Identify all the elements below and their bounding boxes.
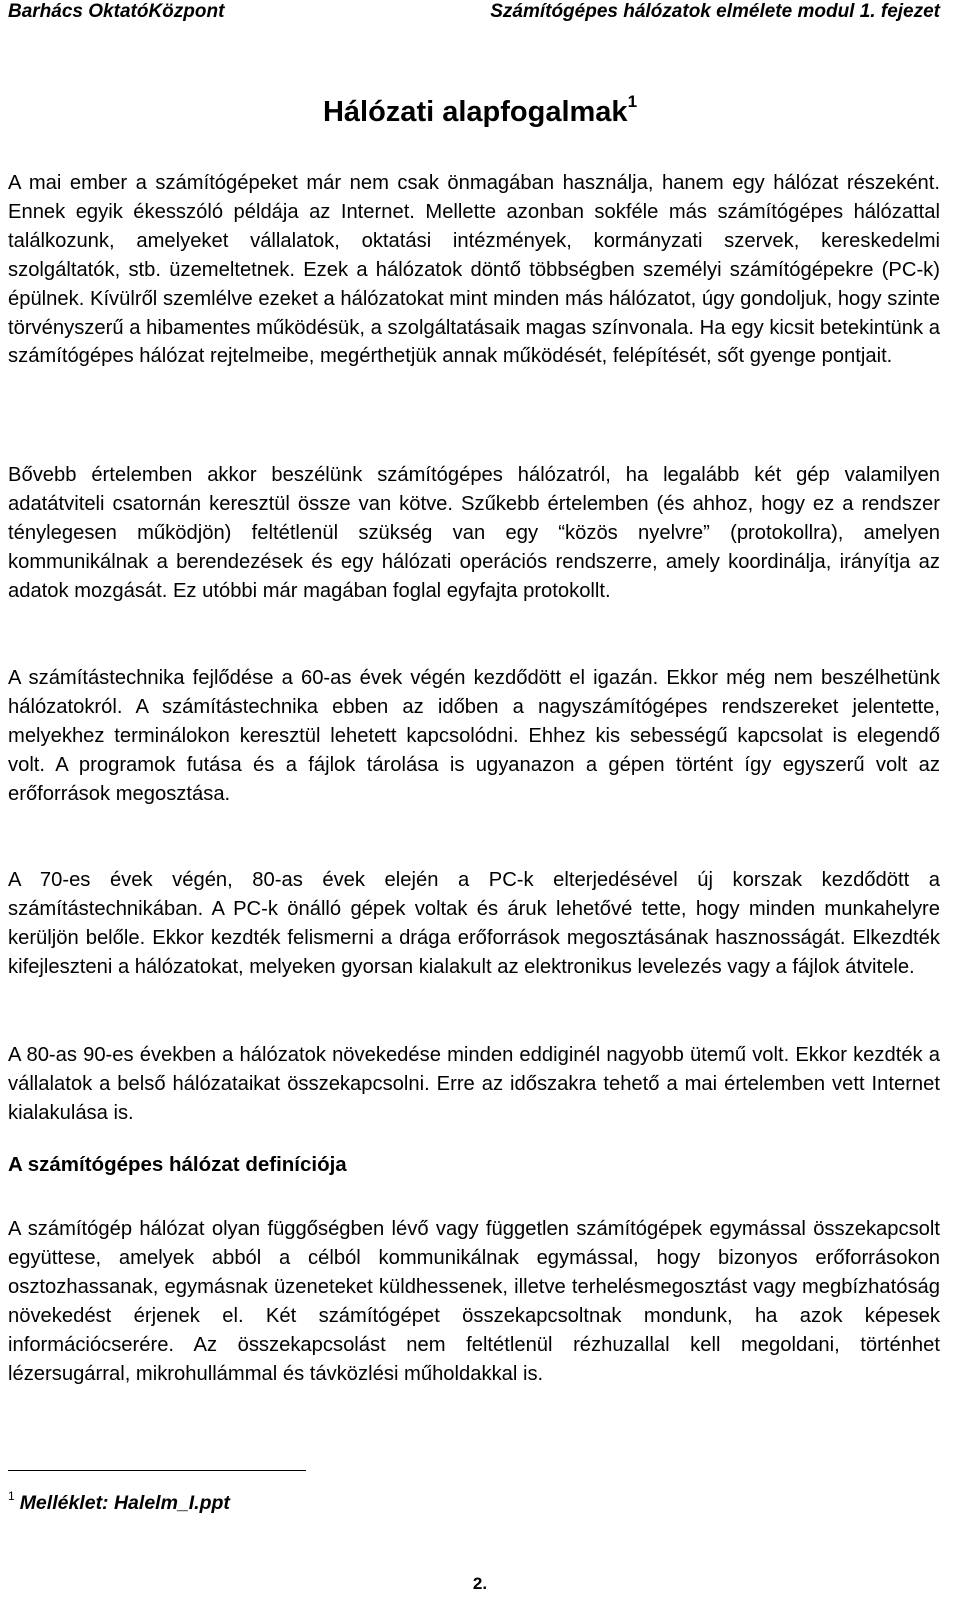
paragraph-history-70s-80s: [8, 866, 940, 982]
header-course-title: Számítógépes hálózatok elmélete modul 1. fejezet: [490, 1, 940, 22]
paragraph-text: A számítógép hálózat olyan függőségben lévő vagy független számítógépek egymással összekapcsolt együttese, amelyek abból a célból kommunikálnak egymással, hogy bizonyos erőforrásokon osztozhassanak, egymásnak üzeneteket küldhessenek, illetve terhelésmegosztást vagy megbízhatóság növekedést érjenek el. Két számítógépet összekapcsoltnak mondunk, ha azok képesek információcserére. Az összekapcsolást nem feltétlenül rézhuzallal kell megoldani, történhet lézersugárral, mikrohullámmal és távközlési műholdakkal is.: [8, 1218, 940, 1385]
footnote-text: Melléklet: Halelm_I.ppt: [19, 1492, 230, 1514]
section-heading: A számítógépes hálózat definíciója: [8, 1153, 347, 1176]
paragraph-network-meaning: [8, 461, 940, 606]
footnote-number: 1: [8, 1489, 15, 1503]
page-title: [0, 92, 960, 132]
header-organization: Barhács OktatóKözpont: [8, 1, 225, 22]
paragraph-text: A 80-as 90-es években a hálózatok növekedése minden eddiginél nagyobb ütemű volt. Ekkor kezdték a vállalatok a belső hálózataikat összekapcsolni. Erre az időszakra tehető a mai értelemben vett Internet kialakulása is.: [8, 1044, 940, 1124]
page-title-text: Hálózati alapfogalmak: [322, 96, 628, 128]
title-footnote-ref[interactable]: 1: [627, 92, 638, 111]
paragraph-text: A 70-es évek végén, 80-as évek elején a PC-k elterjedésével új korszak kezdődött a számítástechnikában. A PC-k önálló gépek voltak és áruk lehetővé tette, hogy minden munkahelyre kerüljön belőle. Ekkor kezdték felismerni a drága erőforrások megosztásának hasznosságát. Elkezdték kifejleszteni a hálózatokat, melyeken gyorsan kialakult az elektronikus levelezés vagy a fájlok átvitele.: [8, 869, 940, 978]
footnote-separator: [8, 1470, 306, 1471]
paragraph-text: A számítástechnika fejlődése a 60-as évek végén kezdődött el igazán. Ekkor még nem beszélhetünk hálózatokról. A számítástechnika ebben az időben a nagyszámítógépes rendszereket jelentette, melyekhez terminálokon keresztül lehetett kapcsolódni. Ehhez kis sebességű kapcsolat is elegendő volt. A programok futása és a fájlok tárolása is ugyanazon a gépen történt így egyszerű volt az erőforrások megosztása.: [8, 667, 940, 805]
paragraph-intro: [8, 169, 940, 371]
page-header: [8, 0, 940, 24]
footnote: [8, 1490, 230, 1516]
paragraph-text: A mai ember a számítógépeket már nem csak önmagában használja, hanem egy hálózat részeként. Ennek egyik ékesszóló példája az Internet. Mellette azonban sokféle más számítógépes hálózattal találkozunk, amelyeket vállalatok, oktatási intézmények, kormányzati szervek, kereskedelmi szolgáltatók, stb. üzemeltetnek. Ezek a hálózatok döntő többségben személyi számítógépekre (PC-k) épülnek. Kívülről szemlélve ezeket a hálózatokat mint minden más hálózatot, úgy gondoljuk, hogy szinte törvényszerű a hibamentes működésük, a szolgáltatásaik magas színvonala. Ha egy kicsit betekintünk a számítógépes hálózat rejtelmeibe, megérthetjük annak működését, felépítését, sőt gyenge pontjait.: [8, 172, 940, 368]
paragraph-definition: [8, 1215, 940, 1388]
paragraph-history-80s-90s: [8, 1041, 940, 1128]
paragraph-text: Bővebb értelemben akkor beszélünk számítógépes hálózatról, ha legalább két gép valamilyen adatátviteli csatornán keresztül össze van kötve. Szűkebb értelemben (és ahhoz, hogy ez a rendszer ténylegesen működjön) feltétlenül szükség van egy “közös nyelvre” (protokollra), amelyen kommunikálnak a berendezések és egy hálózati operációs rendszerre, amely koordinálja, irányítja az adatok mozgását. Ez utóbbi már magában foglal egyfajta protokollt.: [8, 464, 940, 602]
paragraph-history-60s: [8, 664, 940, 809]
page-number: 2.: [472, 1574, 488, 1593]
